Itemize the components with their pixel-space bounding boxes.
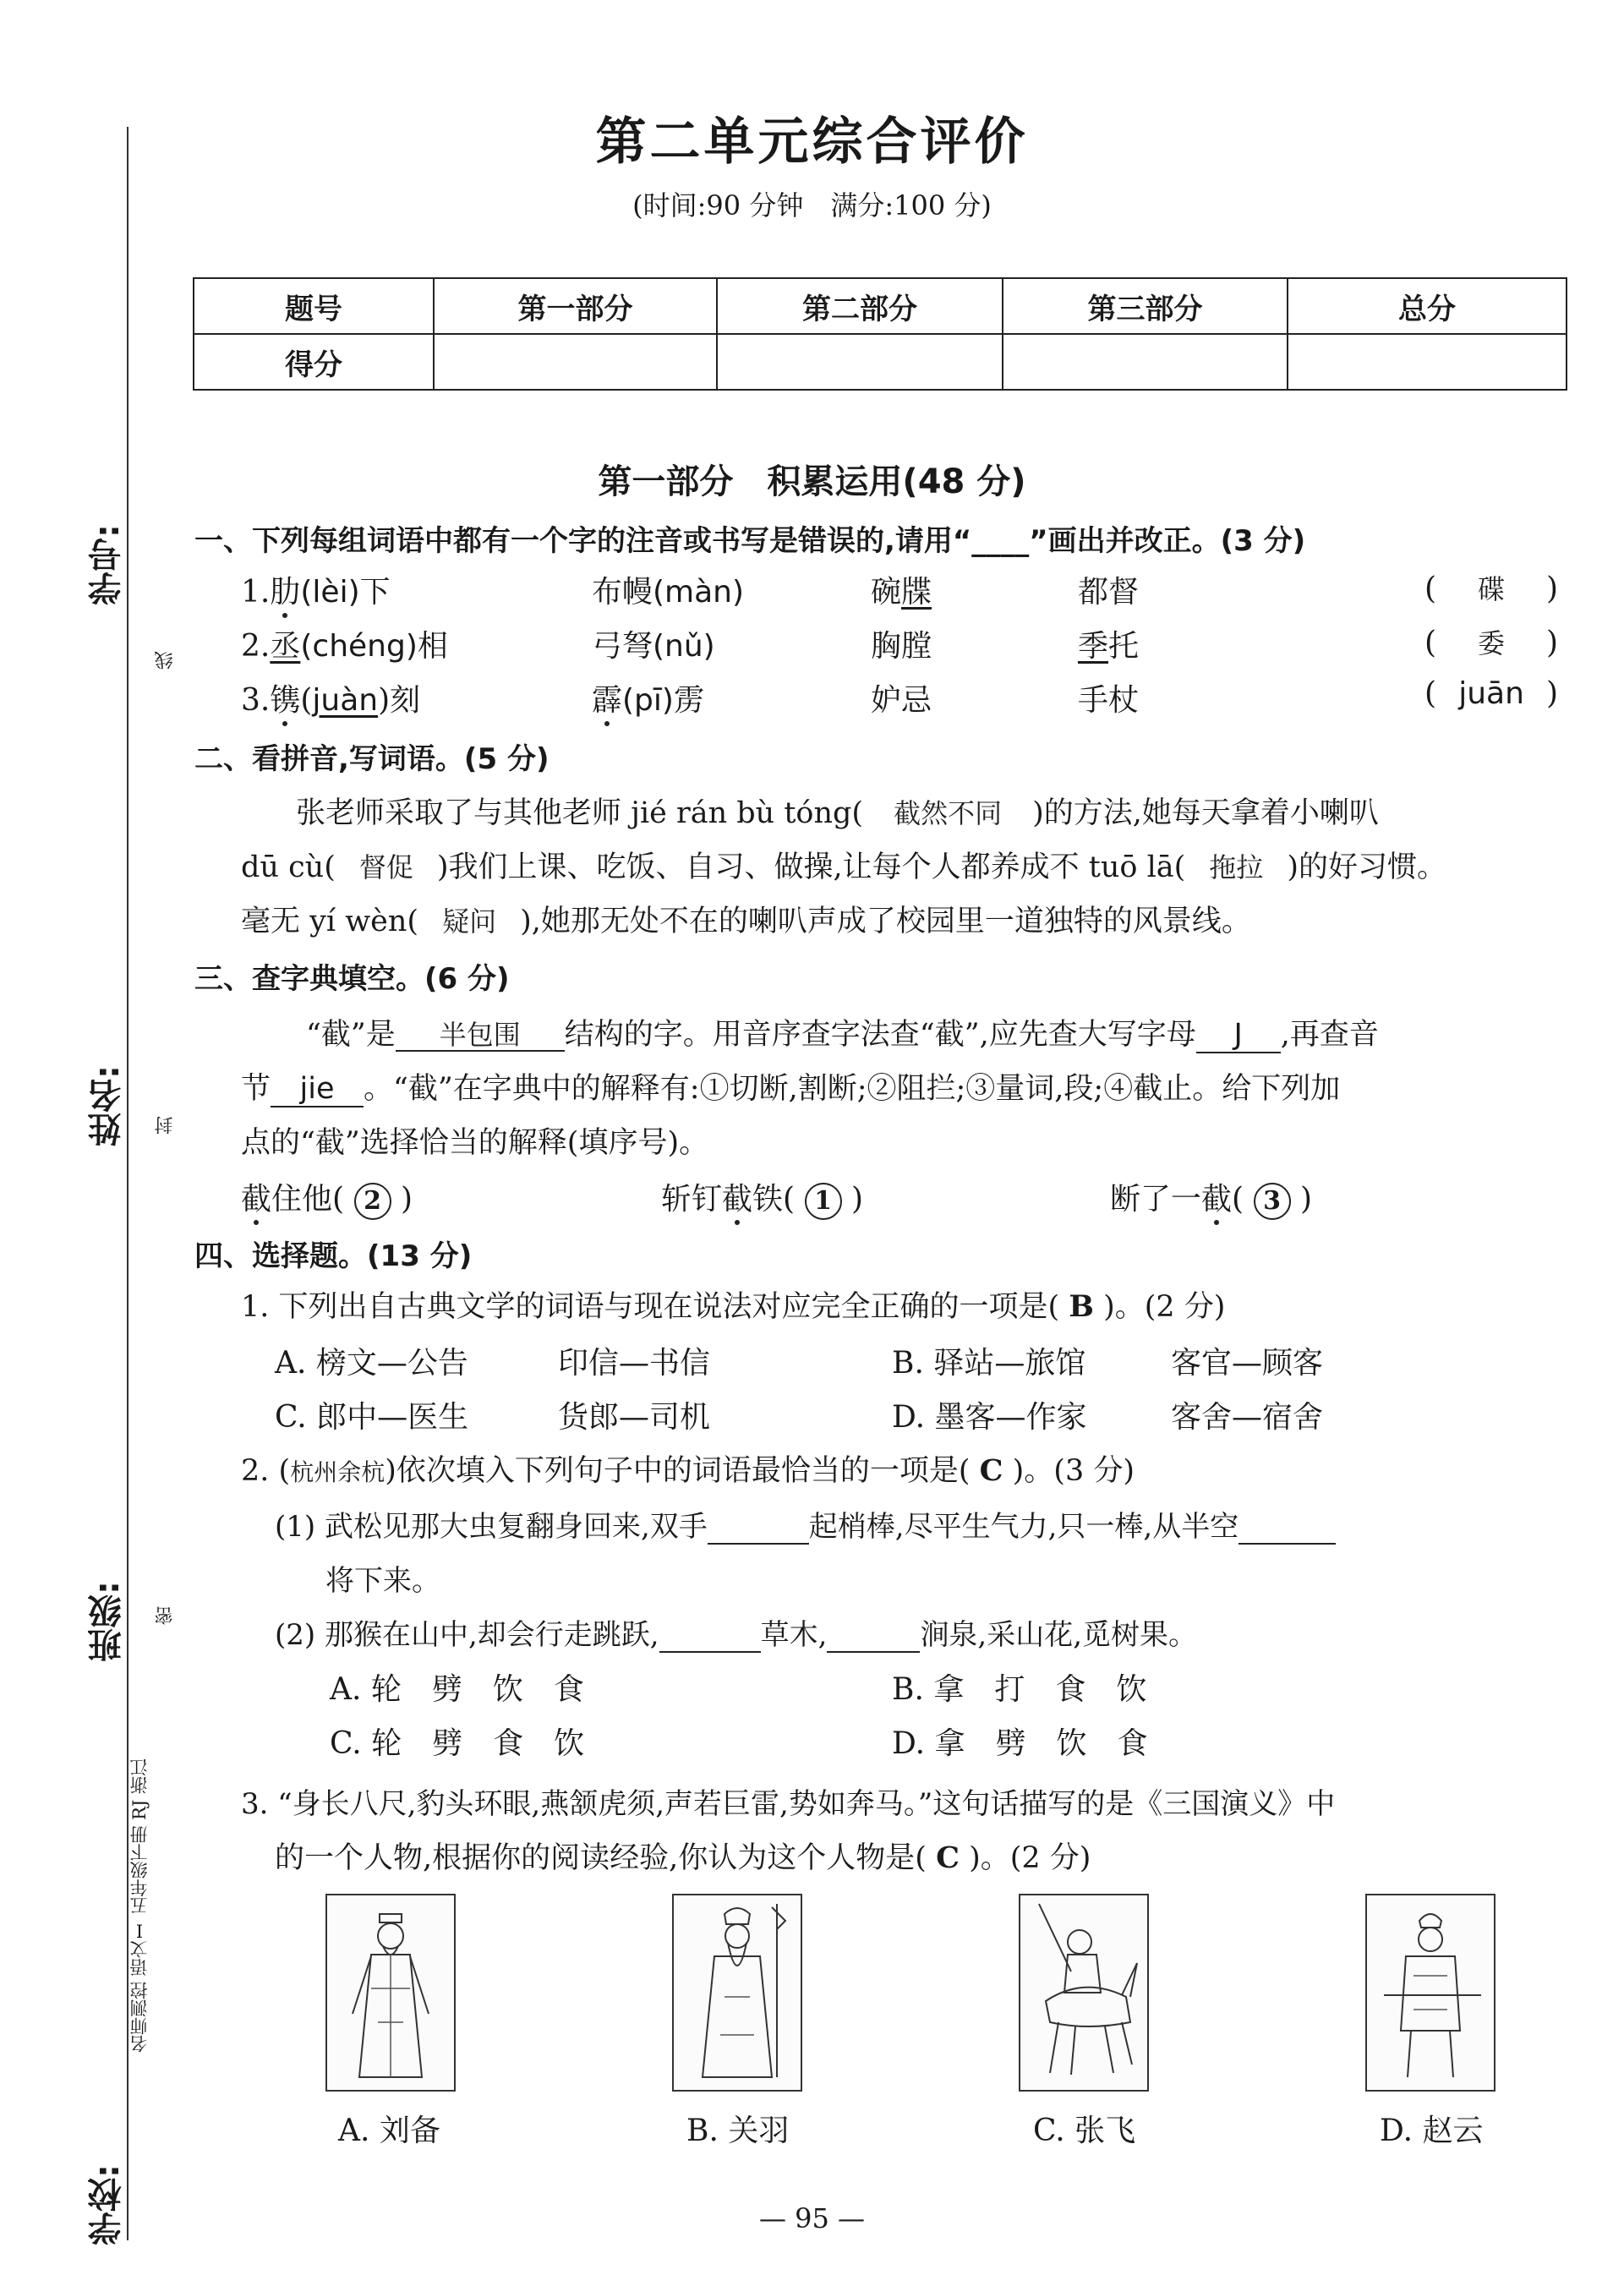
q4-stem-text: )。(3 分) [1012, 1454, 1135, 1488]
q4-1-option[interactable]: A. 榜文—公告 [275, 1346, 468, 1381]
student-id-label: 学号: [88, 524, 127, 605]
q1-word [1078, 622, 1139, 665]
q4-3-stem: 3. “身长八尺,豹头环眼,燕颔虎须,声若巨雷,势如奔马。”这句话描写的是《三国演义》中 [241, 1787, 1336, 1821]
score-table [193, 277, 1567, 391]
q4-3-stem-cont [275, 1835, 1091, 1877]
portrait-figure-icon [1367, 1895, 1494, 2090]
portrait-figure-icon [327, 1895, 454, 2090]
q3-text: 点的“截”选择恰当的解释(填序号)。 [241, 1126, 709, 1160]
q4-1-option: 客舍—宿舍 [1171, 1400, 1324, 1435]
q3-item-text: 住他( [271, 1182, 345, 1217]
q1-word: 手杖 [1078, 683, 1140, 718]
page-number: — 95 — [758, 2202, 866, 2234]
q1-word: 布幔(màn) [592, 575, 745, 610]
q1-answer-box[interactable]: ( 碟 ) [1424, 568, 1558, 607]
q1-row-2 [241, 622, 448, 665]
score-row-label: 得分 [194, 334, 434, 390]
q2-text: 张老师采取了与其他老师 jié rán bù tóng( [296, 796, 864, 830]
cut-line-mark: 线 [155, 651, 176, 670]
q2-line-1 [296, 790, 1379, 832]
q1-answer: 委 [1478, 627, 1506, 659]
score-cell[interactable] [717, 334, 1003, 390]
score-table-score-row [194, 334, 1567, 390]
q1-word-part: (pī)雳 [622, 683, 704, 718]
score-table-header: 第三部分 [1003, 278, 1288, 334]
exam-meta: (时间:90 分钟 满分:100 分) [632, 189, 992, 221]
q1-row-3 [241, 676, 420, 719]
q4-blank[interactable] [708, 1512, 809, 1545]
q4-stem-text: 的一个人物,根据你的阅读经验,你认为这个人物是( [275, 1841, 927, 1875]
q3-item-text: ) [1299, 1182, 1313, 1217]
name-label: 姓名: [88, 1065, 127, 1146]
q3-text: 结构的字。用音序查字法查“截”,应先查大写字母 [564, 1018, 1196, 1052]
q1-underlined-pinyin: juàn [312, 683, 379, 718]
q2-answer[interactable]: 截然不同 [894, 797, 1003, 829]
q1-row-1 [241, 568, 391, 611]
q3-title: 三、查字典填空。(6 分) [194, 962, 510, 996]
page-title: 第二单元综合评价 [595, 112, 1029, 172]
q1-word: 肋 [270, 575, 301, 610]
q1-word-part: 碗 [871, 575, 902, 610]
q3-dotted-char: 截 [1201, 1182, 1233, 1217]
score-table-header: 第二部分 [717, 278, 1003, 334]
q4-sentence-text: 涧泉,采山花,觅树果。 [920, 1618, 1198, 1652]
portrait-guan-yu[interactable] [672, 1894, 802, 2092]
q3-dotted-char: 截 [722, 1182, 753, 1217]
q2-text: )的好习惯。 [1287, 850, 1446, 884]
q3-item-text: 铁( [752, 1182, 796, 1217]
q1-answer: juān [1458, 676, 1524, 711]
portrait-figure-icon [674, 1895, 801, 2090]
q3-item-text: 斩钉 [661, 1182, 723, 1217]
q2-answer[interactable]: 疑问 [442, 905, 497, 938]
q1-underlined-char: 牒 [901, 575, 932, 610]
q3-answer-circle[interactable]: 2 [354, 1183, 391, 1220]
q1-word [592, 676, 704, 719]
q3-item-text: ) [850, 1182, 864, 1217]
q1-row-number: 3. [241, 683, 271, 718]
portrait-zhang-fei[interactable] [1019, 1894, 1149, 2092]
q1-word-part: )刻 [378, 683, 421, 718]
q1-word [871, 568, 932, 611]
q3-item [661, 1175, 863, 1220]
score-cell[interactable] [1003, 334, 1288, 390]
q2-answer[interactable]: 拖拉 [1209, 851, 1264, 883]
q2-text: ),她那无处不在的喇叭声成了校园里一道独特的风景线。 [520, 905, 1251, 938]
q4-1-option[interactable]: C. 郎中—医生 [275, 1400, 469, 1435]
portrait-figure-icon [1020, 1895, 1147, 2090]
q3-answer[interactable]: J [1196, 1019, 1281, 1053]
score-table-header: 总分 [1288, 278, 1567, 334]
q4-1-option[interactable]: B. 驿站—旅馆 [892, 1346, 1086, 1381]
q4-1-option: 客官—顾客 [1171, 1346, 1324, 1381]
q4-2-option[interactable]: D. 拿 劈 饮 食 [892, 1726, 1148, 1761]
score-table-header: 题号 [194, 278, 434, 334]
q3-text: 。“截”在字典中的解释有:①切断,割断;②阻拦;③量词,段;④截止。给下列加 [364, 1072, 1341, 1106]
q2-line-2 [241, 844, 1446, 886]
q4-blank[interactable] [659, 1620, 761, 1653]
score-table-header-row [194, 278, 1567, 334]
q1-word: 胸膛 [871, 629, 932, 664]
q4-stem-text: )。(2 分) [1103, 1290, 1226, 1324]
q3-line-2 [241, 1065, 1340, 1107]
q1-answer-box[interactable]: ( 委 ) [1424, 622, 1558, 661]
q3-dotted-char: 截 [241, 1182, 272, 1217]
q4-2-option[interactable]: A. 轮 劈 饮 食 [330, 1672, 584, 1707]
q4-1-option[interactable]: D. 墨客—作家 [892, 1400, 1087, 1435]
q1-word: 妒忌 [871, 683, 932, 718]
q1-word-part: 托 [1108, 629, 1140, 664]
q3-answer[interactable]: jie [271, 1073, 364, 1107]
q3-text: ,再查音 [1280, 1018, 1379, 1052]
class-label: 班级: [88, 1581, 127, 1662]
score-cell[interactable] [1288, 334, 1567, 390]
portrait-zhao-yun[interactable] [1365, 1894, 1496, 2092]
binding-margin [0, 0, 178, 2286]
q2-line-3 [241, 898, 1251, 940]
q4-2-sentence-1 [275, 1503, 1336, 1545]
q1-answer-box[interactable]: ( juān ) [1424, 676, 1559, 711]
q1-word: 镌 [270, 683, 301, 718]
q1-answer: 碟 [1478, 573, 1506, 605]
q3-text: “截”是 [306, 1018, 396, 1052]
q3-item-text: ) [400, 1182, 413, 1217]
q4-region-tag: 杭州余杭 [290, 1458, 385, 1486]
q4-blank[interactable] [827, 1620, 920, 1653]
q3-answer-circle[interactable]: 3 [1254, 1183, 1291, 1220]
q4-sentence-text: 起梢棒,尽平生气力,只一棒,从半空 [808, 1510, 1239, 1544]
q1-row-number: 2. [241, 629, 271, 664]
portrait-caption: D. 赵云 [1380, 2114, 1484, 2148]
score-cell[interactable] [434, 334, 717, 390]
q4-answer[interactable]: C [936, 1840, 960, 1875]
school-label: 学校: [88, 2164, 127, 2245]
q3-item-text: ( [1232, 1182, 1244, 1217]
q4-1-option: 货郎—司机 [558, 1400, 711, 1435]
q1-word: (chéng)相 [300, 629, 448, 664]
score-table-header: 第一部分 [434, 278, 717, 334]
part1-title: 第一部分 积累运用(48 分) [598, 462, 1026, 501]
q4-stem-text: 2. ( [241, 1454, 291, 1488]
q1-row-number: 1. [241, 575, 271, 610]
q4-sentence-text: 草木, [760, 1618, 828, 1652]
publisher-info: 名师测控 语文Ⅰ 五年级下册 RJ 浙江 [129, 1758, 150, 2053]
portrait-caption: C. 张飞 [1033, 2114, 1136, 2148]
q1-word: 都督 [1078, 575, 1140, 610]
q2-text: )我们上课、吃饭、自习、做操,让每个人都养成不 tuō lā( [436, 850, 1186, 884]
q3-line-1 [306, 1011, 1379, 1053]
q4-1-stem [241, 1283, 1225, 1326]
q1-underlined-char: 丞 [270, 629, 301, 664]
q4-sentence-text: (2) 那猴在山中,却会行走跳跃, [275, 1618, 659, 1652]
q4-1-option: 印信—书信 [558, 1346, 711, 1381]
q4-2-option[interactable]: C. 轮 劈 食 饮 [330, 1726, 585, 1761]
q4-blank[interactable] [1239, 1512, 1336, 1545]
q1-word: (lèi)下 [300, 575, 391, 610]
q2-text: dū cù( [241, 850, 336, 884]
q4-2-sentence-1-cont: 将下来。 [325, 1564, 440, 1598]
q3-item [241, 1175, 413, 1220]
q4-sentence-text: (1) 武松见那大虫复翻身回来,双手 [275, 1510, 708, 1544]
q4-stem-text: )依次填入下列句子中的词语最恰当的一项是( [385, 1454, 971, 1488]
portrait-caption: B. 关羽 [686, 2114, 790, 2148]
q1-word-part: 霹 [592, 683, 623, 718]
q1-word-part: ( [300, 683, 313, 718]
q2-text: 毫无 yí wèn( [241, 905, 419, 938]
q1-underlined-char: 季 [1078, 629, 1109, 664]
portrait-caption: A. 刘备 [338, 2114, 440, 2148]
seal-mark: 封 [155, 1116, 176, 1135]
q4-stem-text: 1. 下列出自古典文学的词语与现在说法对应完全正确的一项是( [241, 1290, 1060, 1324]
q3-answer[interactable]: 半包围 [396, 1020, 565, 1052]
q4-answer[interactable]: B [1069, 1289, 1094, 1324]
q4-2-stem [241, 1447, 1135, 1490]
q2-answer[interactable]: 督促 [358, 851, 413, 883]
q4-stem-text: )。(2 分) [969, 1841, 1091, 1875]
q3-item [1110, 1175, 1312, 1220]
q2-title: 二、看拼音,写词语。(5 分) [194, 742, 550, 776]
q3-answer-circle[interactable]: 1 [805, 1183, 842, 1220]
sealed-mark: 密 [155, 1606, 176, 1625]
q2-text: )的方法,她每天拿着小喇叭 [1032, 796, 1379, 830]
portrait-liu-bei[interactable] [325, 1894, 456, 2092]
q4-title: 四、选择题。(13 分) [194, 1239, 473, 1273]
q3-text: 节 [241, 1072, 271, 1106]
q3-item-text: 断了一 [1110, 1182, 1202, 1217]
q4-2-sentence-2 [275, 1611, 1197, 1653]
q4-2-option[interactable]: B. 拿 打 食 饮 [892, 1672, 1147, 1707]
q1-title: 一、下列每组词语中都有一个字的注音或书写是错误的,请用“____”画出并改正。(3 分) [194, 524, 1306, 558]
q1-word: 弓弩(nǔ) [592, 629, 715, 664]
q4-answer[interactable]: C [979, 1453, 1003, 1488]
